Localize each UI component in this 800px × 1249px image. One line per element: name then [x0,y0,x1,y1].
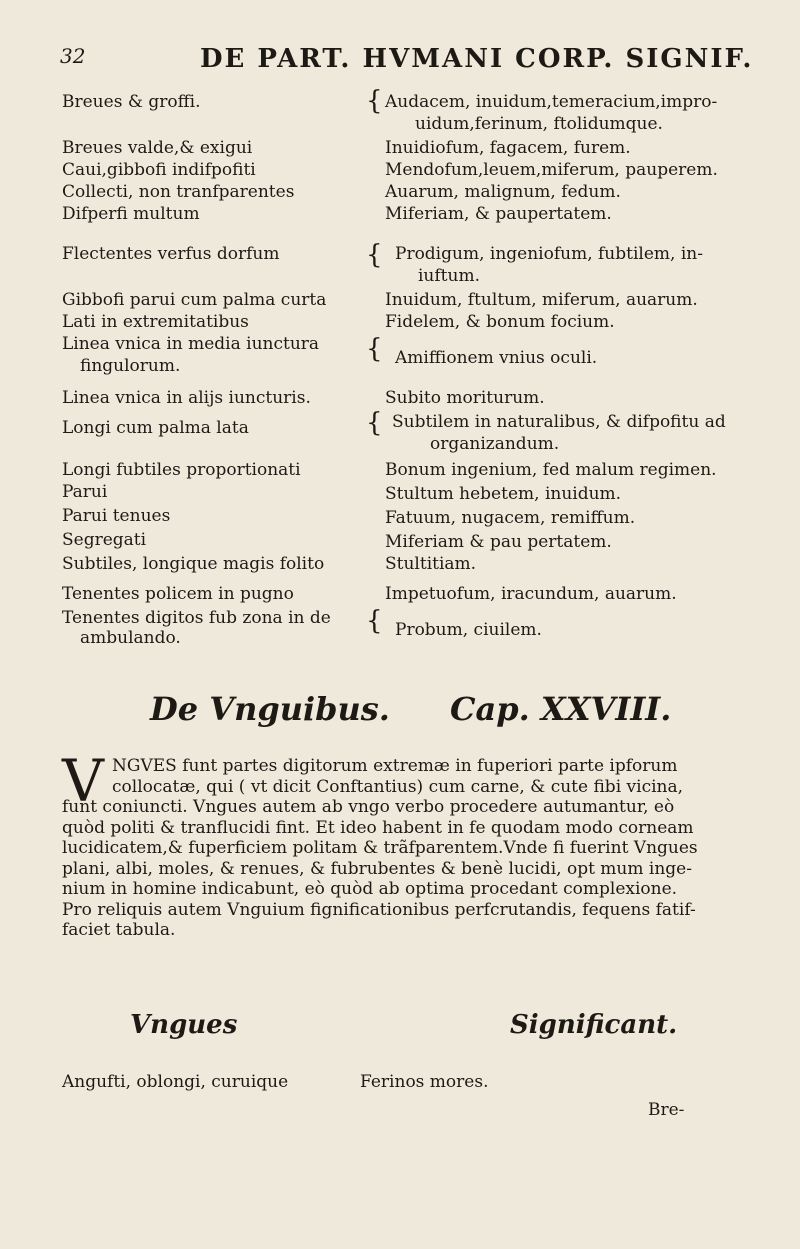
table-cell-right: Ferinos mores. [360,1072,489,1092]
paragraph-line: NGVES funt partes digitorum extremæ in fuperiori parte ipforum [112,756,678,776]
brace-glyph: { [366,334,383,364]
row-right: Subito moriturum. [385,388,545,408]
paragraph-line: Pro reliquis autem Vnguium fignificationibus perfcrutandis, fequens fatif- [62,899,696,920]
row-left: Tenentes digitos fub zona in de [62,608,331,628]
body-paragraph [62,756,772,941]
row-right: Impetuofum, iracundum, auarum. [385,584,677,604]
row-left: Breues valde,& exigui [62,138,253,158]
row-left: ambulando. [80,628,181,648]
row-left: Parui tenues [62,506,171,526]
row-right: Inuidum, ftultum, miferum, auarum. [385,290,698,310]
row-left: Collecti, non tranfparentes [62,182,295,202]
row-right: Stultitiam. [385,554,477,574]
table-cell-left: Angufti, oblongi, curuique [62,1072,289,1092]
row-left: Subtiles, longique magis folito [62,554,325,574]
paragraph-line: quòd politi & tranflucidi fint. Et ideo habent in fe quodam modo corneam [62,817,694,838]
row-right: Mendofum,leuem,miferum, pauperem. [385,160,718,180]
table-header-right: Significant. [510,1010,678,1040]
row-right: Amiffionem vnius oculi. [395,348,598,368]
row-left: fingulorum. [80,356,181,376]
row-left: Longi cum palma lata [62,418,249,438]
row-right: Auarum, malignum, fedum. [385,182,621,202]
row-right: Prodigum, ingeniofum, fubtilem, in- [395,244,703,264]
catchword: Bre- [648,1100,685,1120]
row-left: Flectentes verfus dorfum [62,244,280,264]
row-right: uidum,ferinum, ftolidumque. [415,114,663,134]
row-left: Gibbofi parui cum palma curta [62,290,327,310]
row-right: Miferiam & pau pertatem. [385,532,612,552]
row-right: iuftum. [418,266,480,286]
row-left: Longi fubtiles proportionati [62,460,301,480]
brace-glyph: { [366,86,383,116]
row-right: Bonum ingenium, fed malum regimen. [385,460,717,480]
paragraph-line: collocatæ, qui ( vt dicit Conftantius) cum carne, & cute fibi vicina, [112,776,684,797]
paragraph-line: faciet tabula. [62,920,176,940]
page-number: 32 [60,44,86,68]
brace-glyph: { [366,408,383,438]
row-left: Linea vnica in media iunctura [62,334,320,354]
row-left: Parui [62,482,108,502]
row-left: Linea vnica in alijs iuncturis. [62,388,311,408]
row-right: Miferiam, & paupertatem. [385,204,612,224]
paragraph-line: funt coniuncti. Vngues autem ab vngo verbo procedere autumantur, eò [62,797,675,817]
row-left: Lati in extremitatibus [62,312,249,332]
row-left: Tenentes policem in pugno [62,584,294,604]
row-right: Probum, ciuilem. [395,620,542,640]
paragraph-line: lucidicatem,& fuperficiem politam & trãfparentem.Vnde fi fuerint Vngues [62,838,698,858]
row-left: Caui,gibbofi indifpofiti [62,160,256,180]
row-right: Inuidiofum, fagacem, furem. [385,138,631,158]
row-left: Breues & groffi. [62,92,201,112]
row-right: Fidelem, & bonum focium. [385,312,615,332]
chapter-number: Cap. XXVIII. [450,690,672,728]
brace-glyph: { [366,240,383,270]
running-title: DE PART. HVMANI CORP. SIGNIF. [200,44,754,74]
chapter-title: De Vnguibus. [150,690,390,728]
row-left: Segregati [62,530,147,550]
row-right: Audacem, inuidum,temeracium,impro- [385,92,718,112]
brace-glyph: { [366,606,383,636]
row-right: Stultum hebetem, inuidum. [385,484,622,504]
row-right: organizandum. [430,434,560,454]
row-right: Subtilem in naturalibus, & difpofitu ad [392,412,726,432]
row-left: Difperfi multum [62,204,200,224]
row-right: Fatuum, nugacem, remiffum. [385,508,636,528]
paragraph-line: nium in homine indicabunt, eò quòd ab optima procedant complexione. [62,879,678,899]
paragraph-line: plani, albi, moles, & renues, & fubrubentes & benè lucidi, opt mum inge- [62,858,692,879]
table-header-left: Vngues [130,1010,238,1040]
drop-cap: V [62,747,104,815]
